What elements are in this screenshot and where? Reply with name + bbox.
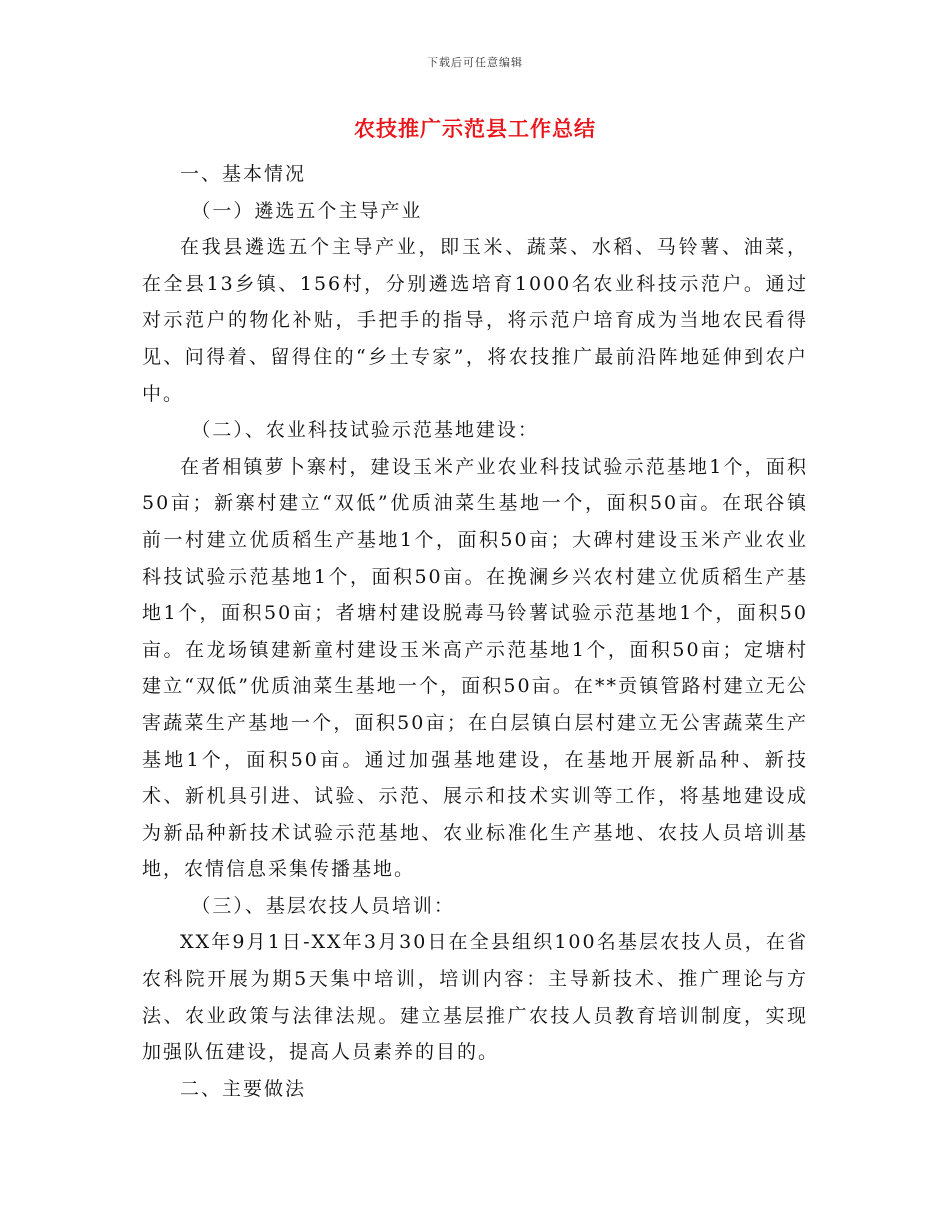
section-heading-main-practices: 二、主要做法: [180, 1077, 307, 1100]
paragraph-industries: 在我县遴选五个主导产业，即玉米、蔬菜、水稻、马铃薯、油菜，在全县13乡镇、156村，分别遴选培育1000名农业科技示范户。通过对示范户的物化补贴，手把手的指导，将示范户培育成为当地农民看得见、问得着、留得住的“乡土专家”，将农技推广最前沿阵地延伸到农户中。: [142, 236, 808, 405]
subsection-heading-1: （一）遴选五个主导产业: [191, 199, 423, 222]
subsection-heading-3: （三）、基层农技人员培训：: [191, 894, 455, 917]
document-title: 农技推广示范县工作总结: [354, 116, 596, 141]
document-body: [142, 156, 808, 1107]
section-heading-basic-situation: 一、基本情况: [180, 163, 307, 185]
paragraph-demo-bases: 在者相镇萝卜寨村，建设玉米产业农业科技试验示范基地1个，面积50亩；新寨村建立“双低”优质油菜生基地一个，面积50亩。在珉谷镇前一村建立优质稻生产基地1个，面积50亩；大碑村建设玉米产业农业科技试验示范基地1个，面积50亩。在挽澜乡兴农村建立优质稻生产基地1个，面积50亩；者塘村建设脱毒马铃薯试验示范基地1个，面积50亩。在龙场镇建新童村建设玉米高产示范基地1个，面积50亩；定塘村建立“双低”优质油菜生基地一个，面积50亩。在**贡镇管路村建立无公害蔬菜生产基地一个，面积50亩；在白层镇白层村建立无公害蔬菜生产基地1个，面积50亩。通过加强基地建设，在基地开展新品种、新技术、新机具引进、试验、示范、展示和技术实训等工作，将基地建设成为新品种新技术试验示范基地、农业标准化生产基地、农技人员培训基地，农情信息采集传播基地。: [142, 455, 808, 881]
header-note: 下载后可任意编辑: [427, 56, 523, 69]
paragraph-training: XX年9月1日-XX年3月30日在全县组织100名基层农技人员，在省农科院开展为期5天集中培训，培训内容：主导新技术、推广理论与方法、农业政策与法律法规。建立基层推广农技人员教育培训制度，实现加强队伍建设，提高人员素养的目的。: [142, 931, 808, 1064]
subsection-heading-2: （二）、农业科技试验示范基地建设：: [191, 419, 539, 442]
